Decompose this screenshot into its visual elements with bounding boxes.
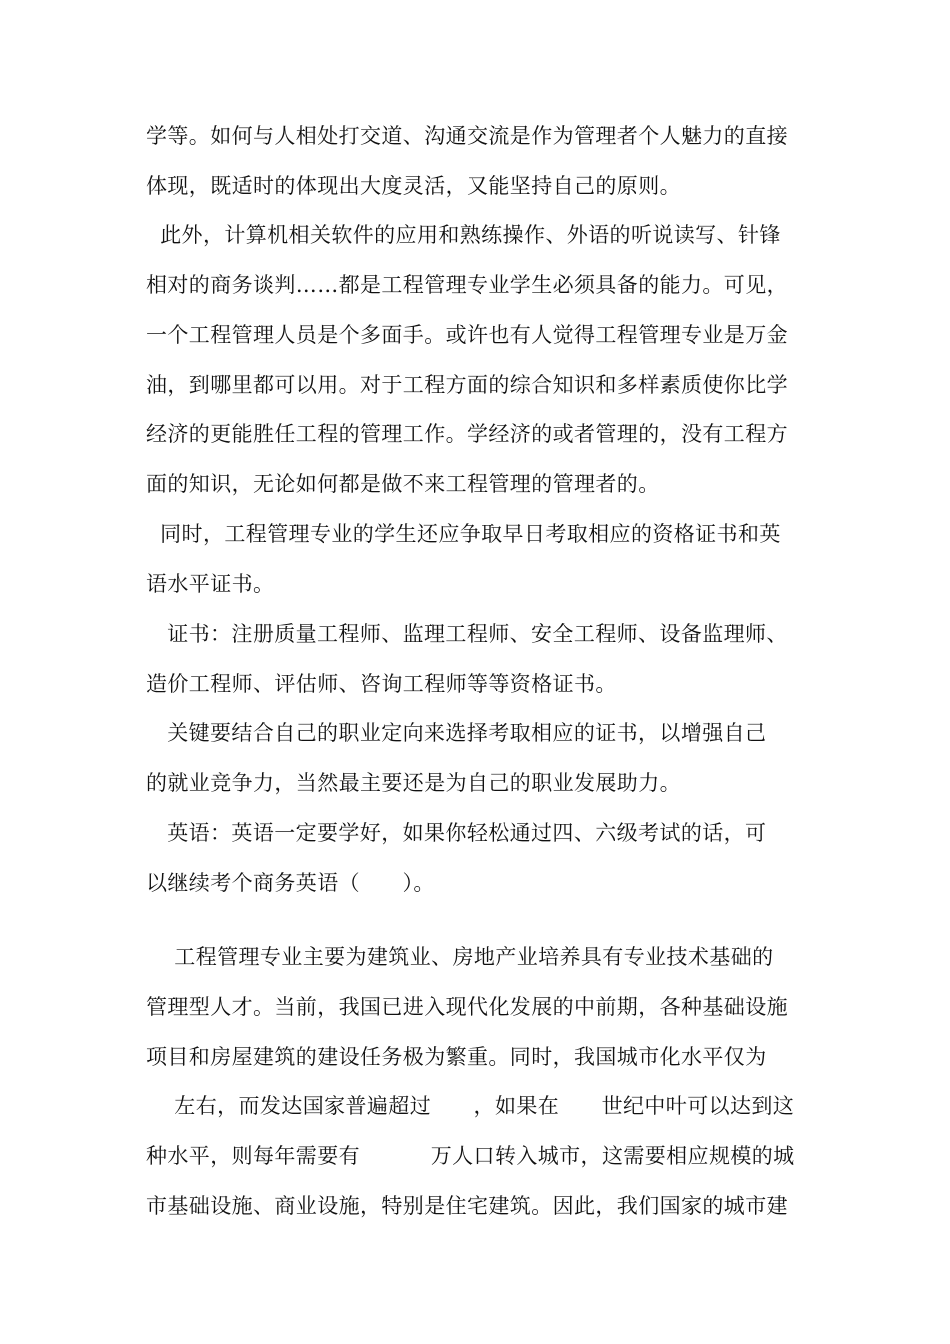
text-line: 种水平，则每年需要有 万人口转入城市，这需要相应规模的城 [146,1144,795,1168]
text-line: 同时，工程管理专业的学生还应争取早日考取相应的资格证书和英 [146,522,781,546]
text-line: 英语：英语一定要学好，如果你轻松通过四、六级考试的话，可 [146,821,767,845]
text-line: 面的知识，无论如何都是做不来工程管理的管理者的。 [146,472,660,496]
text-line: 工程管理专业主要为建筑业、房地产业培养具有专业技术基础的 [146,945,774,969]
text-line: 管理型人才。当前，我国已进入现代化发展的中前期，各种基础设施 [146,995,788,1019]
text-line: 关键要结合自己的职业定向来选择考取相应的证书，以增强自己 [146,721,767,745]
text-line: 语水平证书。 [146,572,275,596]
text-line: 证书：注册质量工程师、监理工程师、安全工程师、设备监理师、 [146,622,788,646]
text-line: 经济的更能胜任工程的管理工作。学经济的或者管理的，没有工程方 [146,422,788,446]
text-line: 体现，既适时的体现出大度灵活，又能坚持自己的原则。 [146,174,681,198]
text-line: 油，到哪里都可以用。对于工程方面的综合知识和多样素质使你比学 [146,373,788,397]
text-line: 一个工程管理人员是个多面手。或许也有人觉得工程管理专业是万金 [146,323,788,347]
text-line: 项目和房屋建筑的建设任务极为繁重。同时，我国城市化水平仅为 [146,1045,767,1069]
text-line: 市基础设施、商业设施，特别是住宅建筑。因此，我们国家的城市建 [146,1194,788,1218]
text-line: 学等。如何与人相处打交道、沟通交流是作为管理者个人魅力的直接 [146,124,788,148]
text-line: 造价工程师、评估师、咨询工程师等等资格证书。 [146,672,617,696]
text-line: 左右，而发达国家普遍超过 ，如果在 世纪中叶可以达到这 [146,1094,795,1118]
text-line: 此外，计算机相关软件的应用和熟练操作、外语的听说读写、针锋 [146,223,781,247]
text-line: 的就业竞争力，当然最主要还是为自己的职业发展助力。 [146,771,681,795]
text-line: 相对的商务谈判……都是工程管理专业学生必须具备的能力。可见， [146,273,788,297]
text-line: 以继续考个商务英语（ ）。 [146,871,435,895]
